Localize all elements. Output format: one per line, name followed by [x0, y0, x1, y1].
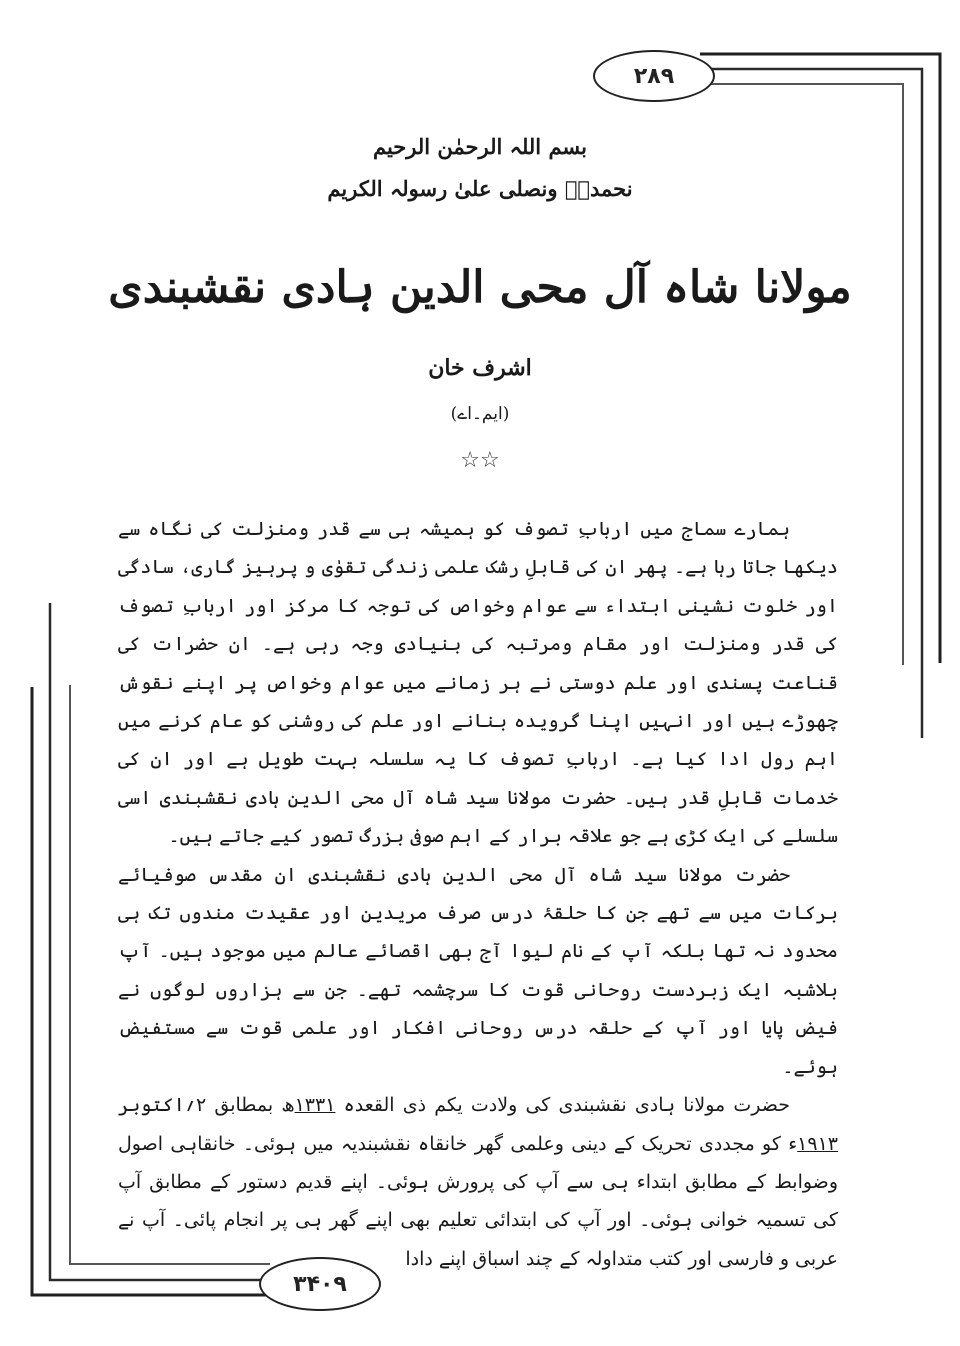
paragraph-3-intro: حضرت مولانا ہادی نقشبندی کی ولادت یکم ذی القعدہ	[335, 1094, 790, 1117]
paragraph-3	[118, 1086, 838, 1278]
page-number-top: ۲۸۹	[593, 50, 715, 102]
bismillah-heading: بسم اللہ الرحمٰن الرحیم	[372, 134, 588, 159]
paragraph-3-rest: ء کو مجددی تحریک کے دینی وعلمی گھر خانقاہ نقشبندیہ میں ہوئی۔ خانقاہی اصول وضوابط کے مطابق ابتداء ہی سے آپ کی پرورش ہوئی۔ اپنے قدیم دستور کے مطابق آپ کی تسمیہ خوانی ہوئی۔ اور آپ کی ابتدائی تعلیم بھی اپنے گھر ہی پر انجام پائی۔ آپ نے عربی و فارسی اور کتب متداولہ کے چند اسباق اپنے دادا	[118, 1132, 838, 1270]
date-connector: ھ بمطابق ۲؍اکتوبر	[118, 1094, 295, 1117]
page-number-bottom: ۳۴۰۹	[259, 1257, 381, 1311]
article-body	[118, 510, 838, 1278]
author-degree: (ایم۔اے)	[450, 404, 510, 424]
hamdala-heading: نحمدہٗ ونصلی علیٰ رسولہ الکریم	[327, 176, 633, 201]
gregorian-birth-year: ۱۹۱۳	[797, 1132, 838, 1155]
star-separator-icon: ☆☆	[460, 448, 500, 473]
article-title: مولانا شاہ آل محی الدین ہادی نقشبندی	[108, 262, 852, 313]
paragraph-2: حضرت مولانا سید شاہ آل محی الدین ہادی نقشبندی ان مقدس صوفیائے برکات میں سے تھے جن کا حلقۂ درس صرف مریدین اور عقیدت مندوں تک ہی محدود نہ تھا بلکہ آپ کے نام لیوا آج بھی اقصائے عالم میں موجود ہیں۔ آپ بلاشبہ ایک زبردست روحانی قوت کا سرچشمہ تھے۔ جن سے ہزاروں لوگوں نے فیض پایا اور آپ کے حلقہ درس روحانی افکار اور علمی قوت سے مستفیض ہوئے۔	[118, 863, 838, 1078]
paragraph-1: ہمارے سماج میں اربابِ تصوف کو ہمیشہ ہی سے قدر ومنزلت کی نگاہ سے دیکھا جاتا رہا ہے۔ پھر ان کی قابلِ رشک علمی زندگی تقوٰی و پرہیز گاری، سادگی اور خلوت نشینی ابتداء سے عوام وخواص کی توجہ کا مرکز اور اربابِ تصوف کی قدر ومنزلت اور مقام ومرتبہ کی بنیادی وجہ رہی ہے۔ ان حضرات کی قناعت پسندی اور علم دوستی نے ہر زمانے میں عوام وخواص پر اپنے نقوش چھوڑے ہیں اور انہیں اپنا گرویدہ بنانے اور علم کی روشنی کو عام کرنے میں اہم رول ادا کیا ہے۔ اربابِ تصوف کا یہ سلسلہ بہت طویل ہے اور ان کی خدمات قابلِ قدر ہیں۔ حضرت مولانا سید شاہ آل محی الدین ہادی نقشبندی اسی سلسلے کی ایک کڑی ہے جو علاقہ برار کے اہم صوفی بزرگ تصور کیے جاتے ہیں۔	[118, 518, 838, 848]
hijri-birth-year: ۱۳۳۱	[294, 1094, 336, 1117]
article-author: اشرف خان	[428, 355, 532, 381]
